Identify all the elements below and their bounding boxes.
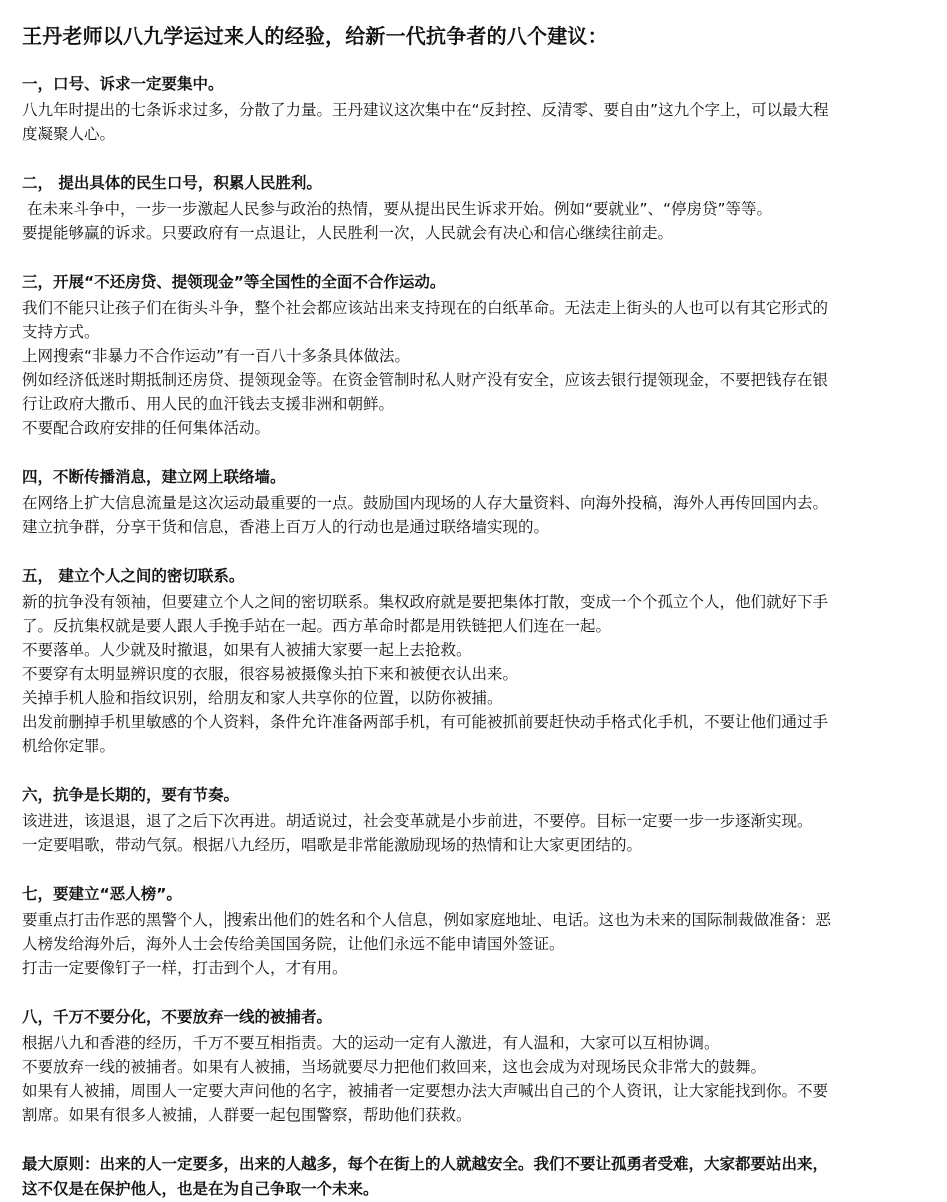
paragraph-line (22, 908, 917, 932)
section-2 (22, 171, 917, 245)
paragraph-line: 不要穿有太明显辨识度的衣服，很容易被摄像头拍下来和被便衣认出来。 (22, 665, 519, 683)
paragraph-line: 在网络上扩大信息流量是这次运动最重要的一点。鼓励国内现场的人存大量资料、向海外投稿，海外人再传回国内去。 (22, 494, 829, 512)
section-5 (22, 564, 917, 758)
section-heading: 三，开展“不还房贷、提领现金”等全国性的全面不合作运动。 (22, 273, 446, 291)
document-title: 王丹老师以八九学运过来人的经验，给新一代抗争者的八个建议： (22, 24, 608, 48)
paragraph-line: 八九年时提出的七条诉求过多，分散了力量。王丹建议这次集中在“反封控、反清零、要自由”这九个字上，可以最大程 (22, 101, 829, 119)
principle-block (22, 1152, 917, 1202)
paragraph-line: 不要放弃一线的被捕者。如果有人被捕，当场就要尽力把他们救回来，这也会成为对现场民众非常大的鼓舞。 (22, 1058, 767, 1076)
section-heading: 二， 提出具体的民生口号，积累人民胜利。 (22, 174, 322, 192)
paragraph-line: 出发前删掉手机里敏感的个人资料，条件允许准备两部手机，有可能被抓前要赶快动手格式化手机，不要让他们通过手 (22, 713, 829, 731)
paragraph-line: 例如经济低迷时期抵制还房贷、提领现金等。在资金管制时私人财产没有安全，应该去银行提领现金，不要把钱存在银 (22, 371, 829, 389)
section-heading: 七，要建立“恶人榜”。 (22, 885, 182, 903)
paragraph-line: 上网搜索“非暴力不合作运动”有一百八十多条具体做法。 (22, 347, 411, 365)
text-before-cursor: 要重点打击作恶的黑警个人， (22, 911, 224, 929)
paragraph-line: 建立抗争群，分享干货和信息，香港上百万人的行动也是通过联络墙实现的。 (22, 518, 550, 536)
principle-line: 这不仅是在保护他人，也是在为自己争取一个未来。 (22, 1180, 379, 1198)
paragraph-line: 人榜发给海外后，海外人士会传给美国国务院，让他们永远不能申请国外签证。 (22, 935, 565, 953)
paragraph-line: 机给你定罪。 (22, 737, 116, 755)
section-4 (22, 465, 917, 539)
paragraph-line: 该进进，该退退，退了之后下次再进。胡适说过，社会变革就是小步前进，不要停。目标一定要一步一步逐渐实现。 (22, 812, 813, 830)
paragraph-line: 在未来斗争中，一步一步激起人民参与政治的热情，要从提出民生诉求开始。例如“要就业”、“停房贷”等等。 (22, 200, 773, 218)
section-heading: 六，抗争是长期的，要有节奏。 (22, 786, 240, 804)
paragraph-line: 度凝聚人心。 (22, 125, 116, 143)
section-6 (22, 783, 917, 857)
text-cursor (225, 911, 226, 928)
section-heading: 五， 建立个人之间的密切联系。 (22, 567, 245, 585)
paragraph-line: 割席。如果有很多人被捕，人群要一起包围警察，帮助他们获救。 (22, 1106, 472, 1124)
paragraph-line: 新的抗争没有领袖，但要建立个人之间的密切联系。集权政府就是要把集体打散，变成一个个孤立个人，他们就好下手 (22, 593, 829, 611)
section-heading: 一，口号、诉求一定要集中。 (22, 75, 224, 93)
section-1 (22, 72, 917, 146)
paragraph-line: 要提能够赢的诉求。只要政府有一点退让，人民胜利一次，人民就会有决心和信心继续往前走。 (22, 224, 674, 242)
paragraph-line: 我们不能只让孩子们在街头斗争，整个社会都应该站出来支持现在的白纸革命。无法走上街头的人也可以有其它形式的 (22, 299, 829, 317)
paragraph-line: 关掉手机人脸和指纹识别，给朋友和家人共享你的位置，以防你被捕。 (22, 689, 503, 707)
section-heading: 四，不断传播消息，建立网上联络墙。 (22, 468, 286, 486)
text-after-cursor: 搜索出他们的姓名和个人信息，例如家庭地址、电话。这也为未来的国际制裁做准备：恶 (226, 911, 832, 929)
paragraph-line: 支持方式。 (22, 323, 100, 341)
section-3 (22, 270, 917, 440)
paragraph-line: 了。反抗集权就是要人跟人手挽手站在一起。西方革命时都是用铁链把人们连在一起。 (22, 617, 612, 635)
section-7 (22, 882, 917, 980)
section-heading: 八，千万不要分化，不要放弃一线的被捕者。 (22, 1008, 333, 1026)
section-8 (22, 1005, 917, 1127)
paragraph-line: 行让政府大撒币、用人民的血汗钱去支援非洲和朝鲜。 (22, 395, 395, 413)
paragraph-line: 根据八九和香港的经历，千万不要互相指责。大的运动一定有人激进，有人温和，大家可以互相协调。 (22, 1034, 720, 1052)
paragraph-line: 不要配合政府安排的任何集体活动。 (22, 419, 271, 437)
paragraph-line: 一定要唱歌，带动气氛。根据八九经历，唱歌是非常能激励现场的热情和让大家更团结的。 (22, 836, 643, 854)
paragraph-line: 打击一定要像钉子一样，打击到个人，才有用。 (22, 959, 348, 977)
paragraph-line: 如果有人被捕，周围人一定要大声问他的名字，被捕者一定要想办法大声喊出自己的个人资讯，让大家能找到你。不要 (22, 1082, 829, 1100)
paragraph-line: 不要落单。人少就及时撤退，如果有人被捕大家要一起上去抢救。 (22, 641, 472, 659)
principle-line: 最大原则：出来的人一定要多，出来的人越多，每个在街上的人就越安全。我们不要让孤勇者受难，大家都要站出来， (22, 1155, 829, 1173)
